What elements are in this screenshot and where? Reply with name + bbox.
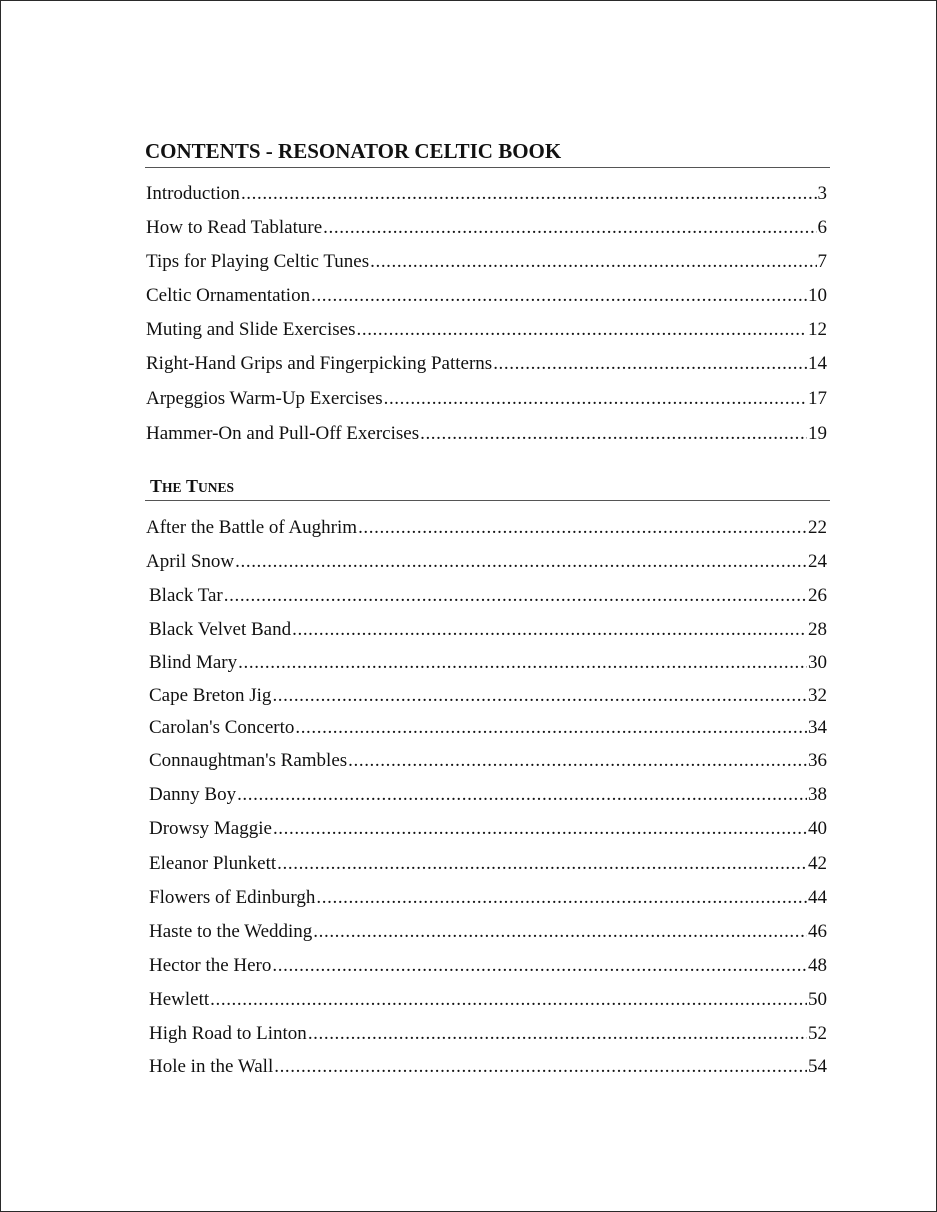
toc-entry-title: Black Velvet Band — [149, 619, 292, 640]
toc-entry-page: 3 — [817, 183, 827, 204]
toc-entry[interactable] — [146, 183, 827, 205]
toc-entry[interactable] — [146, 353, 827, 375]
toc-entry-page: 44 — [808, 887, 827, 908]
dot-leader — [294, 717, 807, 739]
toc-entry[interactable] — [149, 887, 827, 909]
toc-entry-title: Hammer-On and Pull-Off Exercises — [146, 423, 420, 444]
toc-entry-page: 48 — [808, 955, 827, 976]
dot-leader — [357, 517, 807, 539]
toc-entry-page: 12 — [808, 319, 827, 340]
toc-entry[interactable] — [146, 285, 827, 307]
dot-leader — [271, 685, 807, 707]
toc-entry[interactable] — [149, 685, 827, 707]
toc-entry-page: 36 — [808, 750, 827, 771]
toc-entry-title: Hole in the Wall — [149, 1056, 274, 1077]
toc-entry-page: 30 — [808, 652, 827, 673]
toc-entry-page: 6 — [817, 217, 827, 238]
toc-entry[interactable] — [149, 585, 827, 607]
tunes-heading-he: HE — [162, 480, 182, 495]
toc-entry[interactable] — [146, 517, 827, 539]
toc-entry[interactable] — [149, 619, 827, 641]
dot-leader — [322, 217, 816, 239]
toc-entry-page: 7 — [817, 251, 827, 272]
dot-leader — [240, 183, 817, 205]
toc-entry-title: Haste to the Wedding — [149, 921, 313, 942]
dot-leader — [234, 551, 807, 573]
toc-entry-title: Hewlett — [149, 989, 210, 1010]
toc-entry[interactable] — [149, 1023, 827, 1045]
dot-leader — [273, 1056, 807, 1078]
toc-entry-title: High Road to Linton — [149, 1023, 307, 1044]
dot-leader — [347, 750, 807, 772]
contents-heading-text: CONTENTS - RESONATOR CELTIC BOOK — [145, 139, 562, 163]
toc-entry[interactable] — [149, 784, 827, 806]
toc-entry-page: 42 — [808, 853, 827, 874]
toc-entry[interactable] — [146, 388, 827, 410]
toc-entry-title: Blind Mary — [149, 652, 238, 673]
toc-entry-title: Arpeggios Warm-Up Exercises — [146, 388, 383, 409]
toc-entry[interactable] — [149, 818, 827, 840]
toc-entry-title: Introduction — [146, 183, 240, 204]
dot-leader — [356, 319, 808, 341]
dot-leader — [312, 921, 807, 943]
dot-leader — [209, 989, 807, 1011]
toc-entry-page: 17 — [808, 388, 827, 409]
toc-entry[interactable] — [149, 955, 827, 977]
toc-entry[interactable] — [146, 217, 827, 239]
tunes-heading-t1: T — [150, 476, 163, 496]
toc-entry-page: 10 — [808, 285, 827, 306]
dot-leader — [223, 585, 807, 607]
toc-entry-title: Flowers of Edinburgh — [149, 887, 316, 908]
toc-entry[interactable] — [146, 251, 827, 273]
dot-leader — [383, 388, 807, 410]
toc-entry-page: 52 — [808, 1023, 827, 1044]
dot-leader — [419, 423, 807, 445]
toc-entry-page: 54 — [808, 1056, 827, 1077]
toc-entry-page: 46 — [808, 921, 827, 942]
toc-entry-page: 26 — [808, 585, 827, 606]
contents-heading — [145, 141, 830, 168]
toc-entry[interactable] — [149, 717, 827, 739]
dot-leader — [492, 353, 807, 375]
toc-entry[interactable] — [149, 921, 827, 943]
toc-entry-page: 28 — [808, 619, 827, 640]
toc-entry-page: 22 — [808, 517, 827, 538]
toc-entry-page: 19 — [808, 423, 827, 444]
toc-entry-title: Hector the Hero — [149, 955, 272, 976]
dot-leader — [310, 285, 807, 307]
dot-leader — [315, 887, 807, 909]
toc-entry-page: 40 — [808, 818, 827, 839]
toc-entry-title: April Snow — [146, 551, 235, 572]
toc-entry-title: Connaughtman's Rambles — [149, 750, 348, 771]
toc-entry-page: 32 — [808, 685, 827, 706]
toc-entry-title: Tips for Playing Celtic Tunes — [146, 251, 370, 272]
toc-entry[interactable] — [149, 853, 827, 875]
toc-entry[interactable] — [149, 652, 827, 674]
toc-entry-title: How to Read Tablature — [146, 217, 323, 238]
dot-leader — [237, 652, 807, 674]
toc-entry-title: Cape Breton Jig — [149, 685, 272, 706]
toc-entry-title: Black Tar — [149, 585, 223, 606]
toc-entry-page: 14 — [808, 353, 827, 374]
toc-entry[interactable] — [146, 551, 827, 573]
dot-leader — [291, 619, 807, 641]
dot-leader — [369, 251, 816, 273]
toc-entry-page: 38 — [808, 784, 827, 805]
toc-entry[interactable] — [149, 750, 827, 772]
toc-entry-title: Eleanor Plunkett — [149, 853, 277, 874]
toc-entry-title: Danny Boy — [149, 784, 237, 805]
toc-entry-title: Drowsy Maggie — [149, 818, 272, 839]
toc-entry[interactable] — [146, 319, 827, 341]
dot-leader — [307, 1023, 807, 1045]
toc-entry[interactable] — [149, 989, 827, 1011]
tunes-heading-t2: T — [186, 476, 199, 496]
tunes-heading-unes: UNES — [198, 480, 235, 495]
toc-entry-title: After the Battle of Aughrim — [146, 517, 358, 538]
tunes-heading — [145, 477, 830, 501]
toc-entry-page: 24 — [808, 551, 827, 572]
dot-leader — [272, 818, 807, 840]
dot-leader — [271, 955, 807, 977]
toc-entry-page: 34 — [808, 717, 827, 738]
dot-leader — [236, 784, 807, 806]
toc-entry-title: Muting and Slide Exercises — [146, 319, 356, 340]
dot-leader — [276, 853, 807, 875]
toc-entry-title: Celtic Ornamentation — [146, 285, 311, 306]
toc-entry-page: 50 — [808, 989, 827, 1010]
toc-entry-title: Right-Hand Grips and Fingerpicking Patterns — [146, 353, 493, 374]
toc-entry-title: Carolan's Concerto — [149, 717, 295, 738]
toc-entry[interactable] — [146, 423, 827, 445]
toc-entry[interactable] — [149, 1056, 827, 1078]
